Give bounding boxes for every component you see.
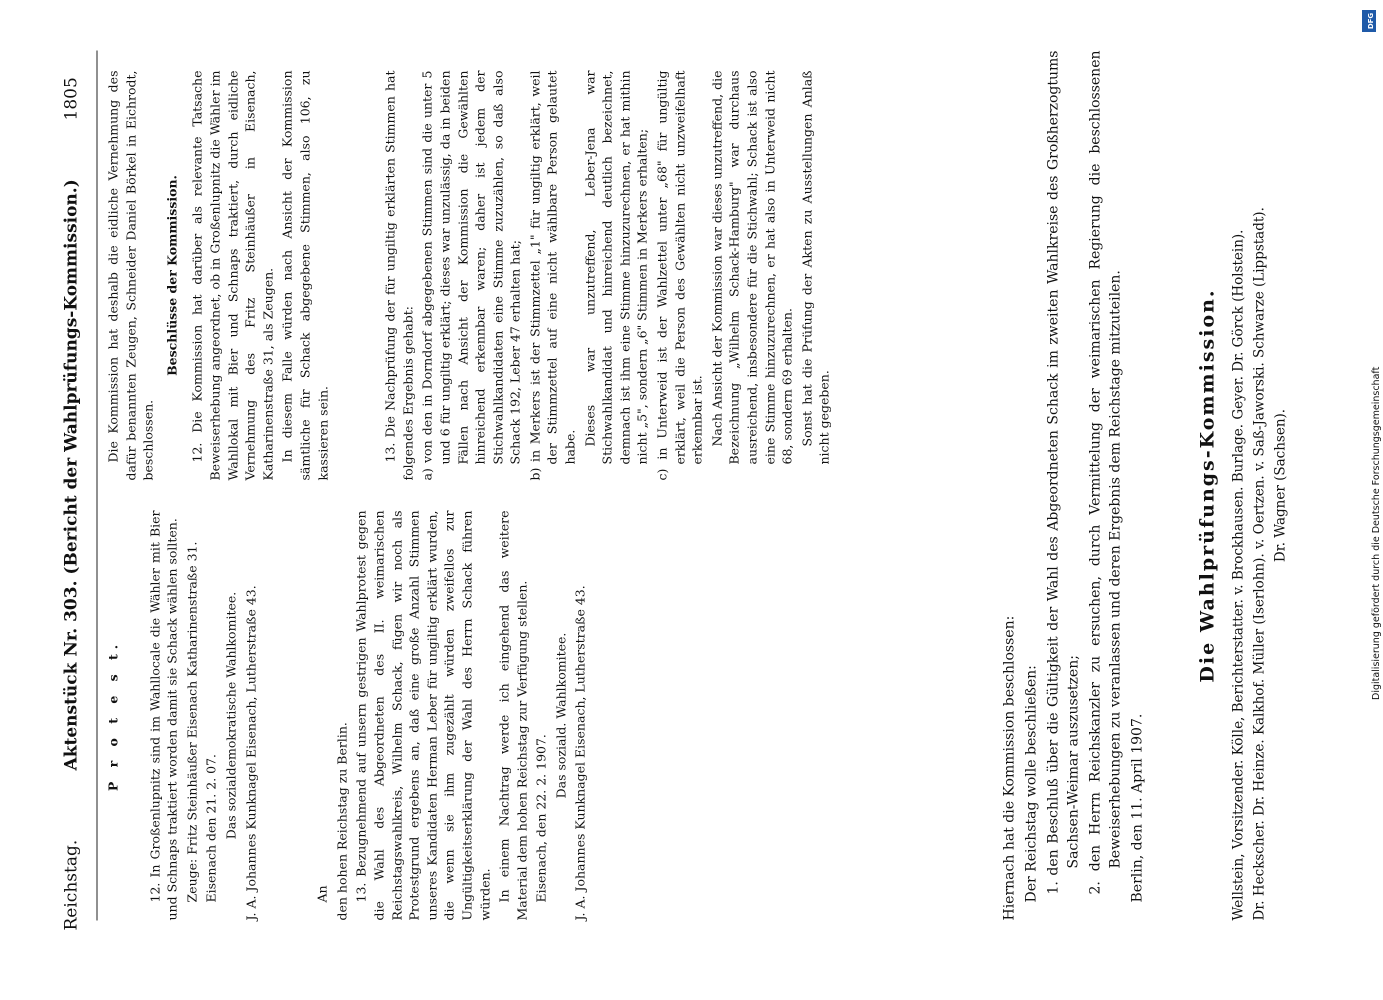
place-date: Berlin, den 11. April 1907. <box>1129 713 1146 903</box>
protest-paragraph-12: 12. In Großenlupnitz sind im Wahllocale die Wähler mit Bier und Schnaps traktiert worden damit sie Schack wählen sollten. <box>147 510 180 921</box>
protest-date-1: Eisenach den 21. 2. 07. <box>203 753 219 903</box>
commission-signatures <box>1196 51 1293 921</box>
resolution-paragraph-12: 12. Die Kommission hat darüber als relevante Tatsache Beweiserhebung angeordnet, ob in Großenlupnitz die Wähler im Wahllokal mit Bier und Schnaps traktiert, durch eidliche Vernehmung des Fritz Steinhäußer in Eisenach, Katharinenstraße 31, als Zeugen. <box>189 70 276 481</box>
header-left: Reichstag. <box>61 839 82 931</box>
signer-1: J. A. Johannes Kunknagel Eisenach, Lutherstraße 43. <box>243 585 259 921</box>
margin-note <box>1360 10 1382 710</box>
page-header <box>58 61 92 1000</box>
header-title: Aktenstück Nr. 303. (Bericht der Wahlprüfungs-Kommission.) <box>61 179 82 771</box>
committee-signature-1: Das sozialdemokratische Wahlkomitee. <box>223 591 239 840</box>
signer-2: J. A. Johannes Kunknagel Eisenach, Lutherstraße 43. <box>572 585 588 921</box>
commission-title: Die Wahlprüfungs-Kommission. <box>1196 288 1219 683</box>
resolution-item-b2: Dieses war unzutreffend, Leber-Jena war Stichwahlkandidat und hinreichend deutlich bezeichnet, demnach ist ihm eine Stimme hinzuzurechnen, er hat mithin nicht „5", sondern „6" Stimmen in Merkers erhalten; <box>582 70 650 465</box>
protest-paragraph-13b: In einem Nachtrag werde ich eingehend das weitere Material dem hohen Reichstag zur Verfügung stellen. <box>496 510 530 921</box>
funding-note: Digitalisierung gefördert durch die Deutsche Forschungsgemeinschaft <box>1371 366 1382 700</box>
members-line-1: Wellstein, Vorsitzender. Kölle, Berichterstatter. v. Brockhausen. Burlage. Geyer. Dr. Görck (Holstein). <box>1230 229 1247 921</box>
resolutions-title: Beschlüsse der Kommission. <box>164 175 180 376</box>
right-column <box>105 71 836 481</box>
resolution-lead: Der Reichstag wolle beschließen: <box>1023 665 1040 903</box>
resolution-paragraph-13: 13. Die Nachprüfung der für ungiltig erklärten Stimmen hat folgendes Ergebnis gehabt: <box>382 70 416 481</box>
members-line-3: Dr. Wagner (Sachsen). <box>1272 408 1289 563</box>
protest-date-2: Eisenach, den 22. 2. 1907. <box>533 734 549 903</box>
document-page <box>0 1 1383 1000</box>
resolution-item-a: a) von den in Dorndorf abgegebenen Stimmen sind die unter 5 und 6 für ungiltig erklärt; dieses war unzulässig, da in beiden Fällen nach Ansicht der Kommission die Gewählten hinreichend erkennbar waren; daher ist jedem der Stichwahlkandidaten eine Stimme zuzuzählen, so daß also Schack 192, Leber 47 erhalten hat; <box>419 70 523 481</box>
left-column <box>105 511 592 921</box>
dfg-logo: DFG <box>1362 10 1376 32</box>
resolution-item-c3: Sonst hat die Prüfung der Akten zu Ausstellungen Anlaß nicht gegeben. <box>799 70 832 465</box>
resolution-item-c2: Nach Ansicht der Kommission war dieses unzutreffend, die Bezeichnung „Wilhelm Schack-Hamburg" war durchaus ausreichend, insbesondere für die Stichwahl; Schack ist also eine Stimme hinzuzurechnen, er hat also in Unterweid nicht 68, sondern 69 erhalten. <box>709 70 795 465</box>
resolution-item-c: c) in Unterweid ist der Wahlzettel unter „68" für ungültig erklärt, weil die Person des Gewählten nicht unzweifelhaft erkennbar ist. <box>654 70 705 481</box>
witness-line: Zeuge: Fritz Steinhäußer Eisenach Katharinenstraße 31. <box>184 541 200 903</box>
final-resolution <box>1000 51 1150 921</box>
commission-intro: Die Kommission hat deshalb die eidliche Vernehmung des dafür benannten Zeugen, Schneider Daniel Börkel in Eichrodt, beschlossen. <box>105 70 156 481</box>
page-number: 1805 <box>61 77 82 121</box>
members-line-2: Dr. Heckscher. Dr. Heinze. Kalkhof. Müller (Iserlohn). v. Oertzen. v. Saß-Jaworski. Schwarze (Lippstadt). <box>1251 207 1268 921</box>
resolution-intro: Hiernach hat die Kommission beschlossen: <box>1001 615 1018 921</box>
resolution-point-1: 1. den Beschluß über die Gültigkeit der Wahl des Abgeordneten Schack im zweiten Wahlkreise des Großherzogtums Sachsen-Weimar auszusetzen; <box>1045 50 1082 895</box>
committee-signature-2: Das soziald. Wahlkomitee. <box>553 632 569 799</box>
protest-title: P r o t e s t. <box>105 639 121 792</box>
resolution-point-2: 2. den Herrn Reichskanzler zu ersuchen, durch Vermittelung der weimarischen Regierung die beschlossenen Beweiserhebungen zu veranlassen und deren Ergebnis dem Reichstage mitzuteilen. <box>1087 50 1124 895</box>
protest-paragraph-13: 13. Bezugnehmend auf unsern gestrigen Wahlprotest gegen die Wahl des Abgeordneten des II. weimarischen Reichstagswahlkreis, Wilhelm Schack, fügen wir noch als Protestgrund ergebens an, daß eine große Anzahl Stimmen unseres Kandidaten Herman Leber für ungiltig erklärt wurden, die wenn sie ihm zugezählt würden zweifellos zur Ungültigkeitserklärung der Wahl des Herrn Schack führen würden. <box>353 510 492 921</box>
salutation-an: An <box>314 885 330 903</box>
resolution-item-b: b) in Merkers ist der Stimmzettel „1" für ungiltig erklärt, weil der Stimmzettel auf eine nicht wählbare Person gelautet habe. <box>527 70 578 481</box>
header-rule <box>97 51 98 921</box>
resolution-paragraph-12b: In diesem Falle würden nach Ansicht der Kommission sämtliche für Schack abgegebene Stimmen, also 106, zu kassieren sein. <box>279 70 331 481</box>
addressee: den hohen Reichstag zu Berlin. <box>334 722 350 921</box>
